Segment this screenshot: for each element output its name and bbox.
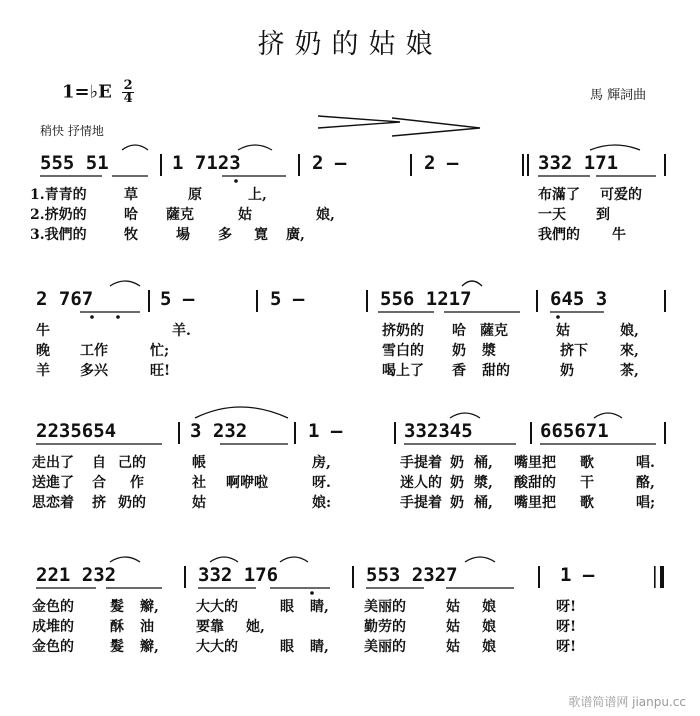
lyric: 我們的 [538,227,580,243]
lyric: 挤奶的 [382,323,424,339]
barline [160,154,162,176]
lyric: 作 [130,475,144,491]
barline [664,422,666,444]
barline [410,154,412,176]
lyric: 姑 [556,323,570,339]
lyric-line-3 [0,636,700,656]
lyric: 布滿了 [538,187,580,203]
lyric: 牛 [612,227,626,243]
lyric: 奶 [450,495,464,511]
lyric: 姑 [192,495,206,511]
barline [352,566,354,588]
score-system-4 [0,564,700,694]
lyric: 手提着 [400,455,442,471]
lyric: 挤 [92,495,106,511]
lyric: 漿, [474,475,493,491]
lyric: 原 [188,187,202,203]
lyric: 髮 [110,639,124,655]
lyric: 髮 [110,599,124,615]
lyric: 桶, [474,455,493,471]
lyric: 辮, [140,599,159,615]
lyric: 金色的 [32,599,74,615]
barline [256,290,258,312]
lyric: 牧 [124,227,138,243]
score-system-3 [0,420,700,550]
lyric-line-2 [0,340,700,360]
lyric: 奶 [450,455,464,471]
tempo-marking: 稍快 抒情地 [40,124,104,138]
barline [298,154,300,176]
lyric: 勤劳的 [364,619,406,635]
lyric: 晚 [36,343,50,359]
lyric-line-3 [0,360,700,380]
measure: 332 171 [538,152,619,174]
lyric: 合 [92,475,106,491]
lyric: 思恋着 [32,495,74,511]
measure: 332 176 [198,564,279,586]
lyric: 唱. [636,455,655,471]
lyric: 薩克 [480,323,508,339]
lyric: 桶, [474,495,493,511]
lyric: 呀. [312,475,331,491]
lyric: 自 [92,455,106,471]
measure: 1 7123 [172,152,241,174]
lyric: 辮, [140,639,159,655]
lyric: 娘: [312,495,332,511]
lyric: 上, [248,187,267,203]
lyric: 3.我們的 [30,227,87,243]
song-title: 挤奶的姑娘 [257,29,443,60]
score-system-2 [0,288,700,418]
lyric: 走出了 [32,455,74,471]
measure: 645 3 [550,288,608,310]
lyric: 姑 [446,599,460,615]
lyric: 酪, [636,475,655,491]
barline [366,290,368,312]
lyric: 美丽的 [364,599,406,615]
lyric: 歌 [580,495,594,511]
lyric: 一天 [538,207,566,223]
lyric: 到 [596,207,610,223]
lyric: 大大的 [196,599,238,615]
measure: 2235654 [36,420,117,442]
lyric: 香 [452,363,466,379]
time-signature [122,80,134,105]
composer-credit: 馬 輝詞曲 [590,88,647,103]
measure: 2 – [312,152,347,174]
lyric: 1.青青的 [30,187,87,203]
measure: 2 – [424,152,459,174]
lyric: 喝上了 [382,363,424,379]
measure-group: 555 51 [40,152,109,174]
barline [294,422,296,444]
lyric: 可爱的 [600,187,642,203]
lyric: 姑 [446,639,460,655]
lyric: 她, [246,619,265,635]
lyric: 酸甜的 [514,475,556,491]
lyric: 多 [218,227,232,243]
lyric: 己的 [118,455,146,471]
lyric: 場 [176,227,190,243]
measure: 1 – [560,564,595,586]
lyric-line-1 [0,596,700,616]
lyric: 油 [140,619,154,635]
lyric: 送進了 [32,475,74,491]
lyric: 金色的 [32,639,74,655]
lyric: 漿 [482,343,496,359]
lyric: 大大的 [196,639,238,655]
measure: 2 767 [36,288,94,310]
lyric: 姑 [238,207,252,223]
lyric: 睛, [310,639,329,655]
lyric: 娘, [620,323,639,339]
lyric: 草 [124,187,138,203]
lyric: 寛 [254,227,268,243]
lyric: 社 [192,475,206,491]
lyric-line-3 [0,224,700,244]
lyric: 呀! [556,639,577,655]
lyric: 哈 [124,207,138,223]
key-label: 1=♭E [62,81,112,103]
lyric: 牛 [36,323,50,339]
measure: 332345 [404,420,473,442]
lyric-line-3 [0,492,700,512]
lyric: 美丽的 [364,639,406,655]
lyric: 廣, [286,227,305,243]
lyric: 奶 [452,343,466,359]
lyric: 挤下 [560,343,588,359]
barline [527,154,529,176]
lyric: 酥 [110,619,124,635]
measure: 553 2327 [366,564,458,586]
lyric: 娘, [316,207,335,223]
lyric: 奶 [450,475,464,491]
lyric: 房, [312,455,331,471]
barline [178,422,180,444]
barline [522,154,524,176]
measure: 1 – [308,420,343,442]
measure: 221 232 [36,564,117,586]
lyric: 多兴 [80,363,108,379]
lyric: 啊咿啦 [226,475,268,491]
lyric: 帳 [192,455,206,471]
lyric: 呀! [556,599,577,615]
lyric: 要靠 [196,619,224,635]
measure: 5 – [270,288,305,310]
barline [664,290,666,312]
lyric: 娘 [482,639,496,655]
lyric: 奶 [560,363,574,379]
lyric: 嘴里把 [514,455,556,471]
lyric-line-2 [0,204,700,224]
score-system-1 [0,152,700,282]
lyric: 羊. [172,323,191,339]
hairpin-markings [318,116,480,136]
barline [184,566,186,588]
barline [148,290,150,312]
lyric: 茶, [620,363,639,379]
lyric-line-1 [0,320,700,340]
barline [536,290,538,312]
barline [538,566,540,588]
lyric: 成堆的 [32,619,74,635]
lyric: 工作 [80,343,108,359]
time-signature-top: 2 [123,78,133,93]
key-signature [62,80,134,105]
barline [394,422,396,444]
lyric: 迷人的 [400,475,442,491]
lyric: 呀! [556,619,577,635]
lyric: 歌 [580,455,594,471]
lyric: 雪白的 [382,343,424,359]
lyric: 娘 [482,619,496,635]
lyric: 眼 [280,599,294,615]
lyric-line-2 [0,472,700,492]
lyric: 來, [620,343,639,359]
lyric: 薩克 [166,207,194,223]
lyric: 姑 [446,619,460,635]
lyric: 干 [580,475,594,491]
lyric: 旺! [150,363,171,379]
lyric-line-2 [0,616,700,636]
lyric: 2.挤奶的 [30,207,87,223]
lyric-line-1 [0,184,700,204]
time-signature-bottom: 4 [123,91,133,106]
lyric: 甜的 [482,363,510,379]
lyric: 眼 [280,639,294,655]
lyric: 奶的 [118,495,146,511]
barline [664,154,666,176]
lyric: 睛, [310,599,329,615]
lyric-line-1 [0,452,700,472]
lyric: 哈 [452,323,466,339]
measure: 556 1217 [380,288,472,310]
lyric: 唱; [636,495,656,511]
measure: 5 – [160,288,195,310]
lyric: 嘴里把 [514,495,556,511]
site-watermark: 歌谱简谱网 jianpu.cc [568,695,686,709]
measure: 3 232 [190,420,248,442]
measure: 665671 [540,420,609,442]
barline [530,422,532,444]
lyric: 娘 [482,599,496,615]
lyric: 羊 [36,363,50,379]
lyric: 手提着 [400,495,442,511]
lyric: 忙; [150,343,170,359]
